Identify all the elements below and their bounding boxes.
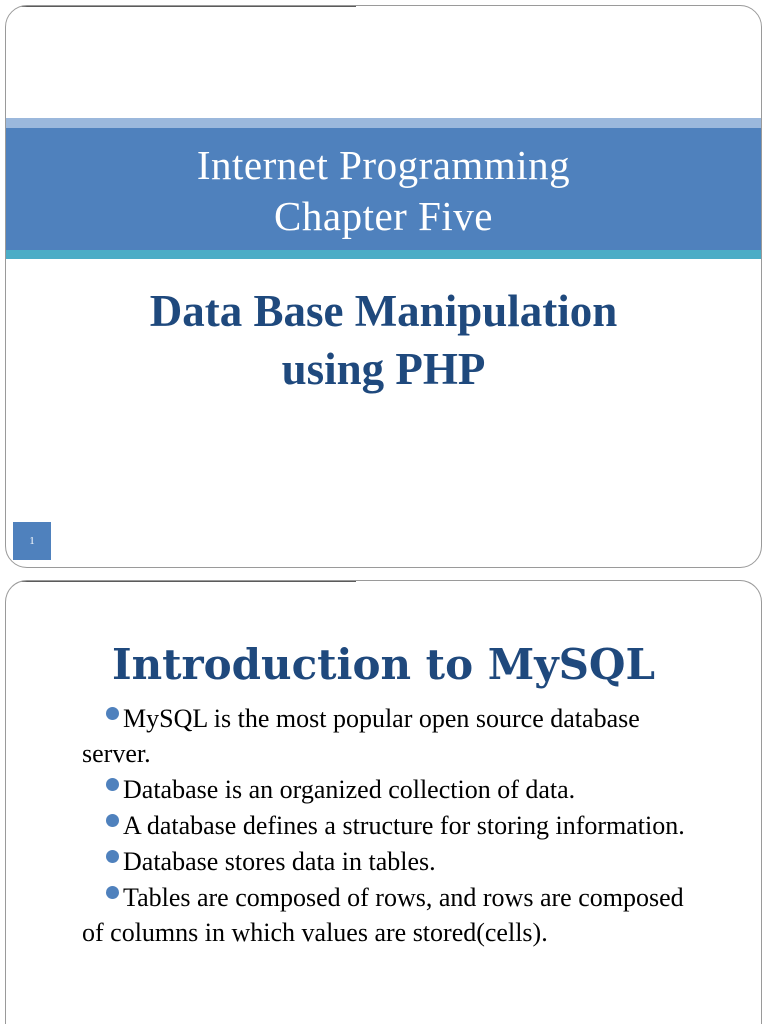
slide-header-title <box>6 140 761 242</box>
slide-top-rule <box>6 6 356 7</box>
slide-2 <box>5 580 762 1024</box>
bullet-text: Database stores data in tables. <box>123 847 436 876</box>
bullet-dot-icon <box>106 778 119 791</box>
slide-1 <box>5 5 762 568</box>
bullet-text: Database is an organized collection of data. <box>123 775 576 804</box>
bullet-text: MySQL is the most popular open source database server. <box>82 704 640 768</box>
slide-top-rule <box>6 581 356 582</box>
slide-subtitle <box>6 282 761 398</box>
bullet-dot-icon <box>106 886 119 899</box>
subtitle-line-1: Data Base Manipulation <box>149 286 618 336</box>
header-line-2: Chapter Five <box>274 193 493 239</box>
bullet-text: A database defines a structure for storing information. <box>123 811 685 840</box>
bullet-item <box>82 701 702 771</box>
header-band-accent <box>6 250 761 259</box>
bullet-item <box>82 880 702 950</box>
bullet-dot-icon <box>106 850 119 863</box>
slide-title: Introduction to MySQL <box>111 640 656 689</box>
bullet-item <box>82 808 702 843</box>
bullet-item <box>82 844 702 879</box>
slide-number-badge: 1 <box>13 522 51 560</box>
header-line-1: Internet Programming <box>196 142 571 188</box>
header-band-light <box>6 118 761 128</box>
bullet-dot-icon <box>106 707 119 720</box>
bullet-item <box>82 772 702 807</box>
bullet-text: Tables are composed of rows, and rows are composed of columns in which values are stored(cells). <box>82 883 684 947</box>
bullet-dot-icon <box>106 814 119 827</box>
bullet-list <box>82 701 702 951</box>
subtitle-line-2: using PHP <box>281 344 486 394</box>
